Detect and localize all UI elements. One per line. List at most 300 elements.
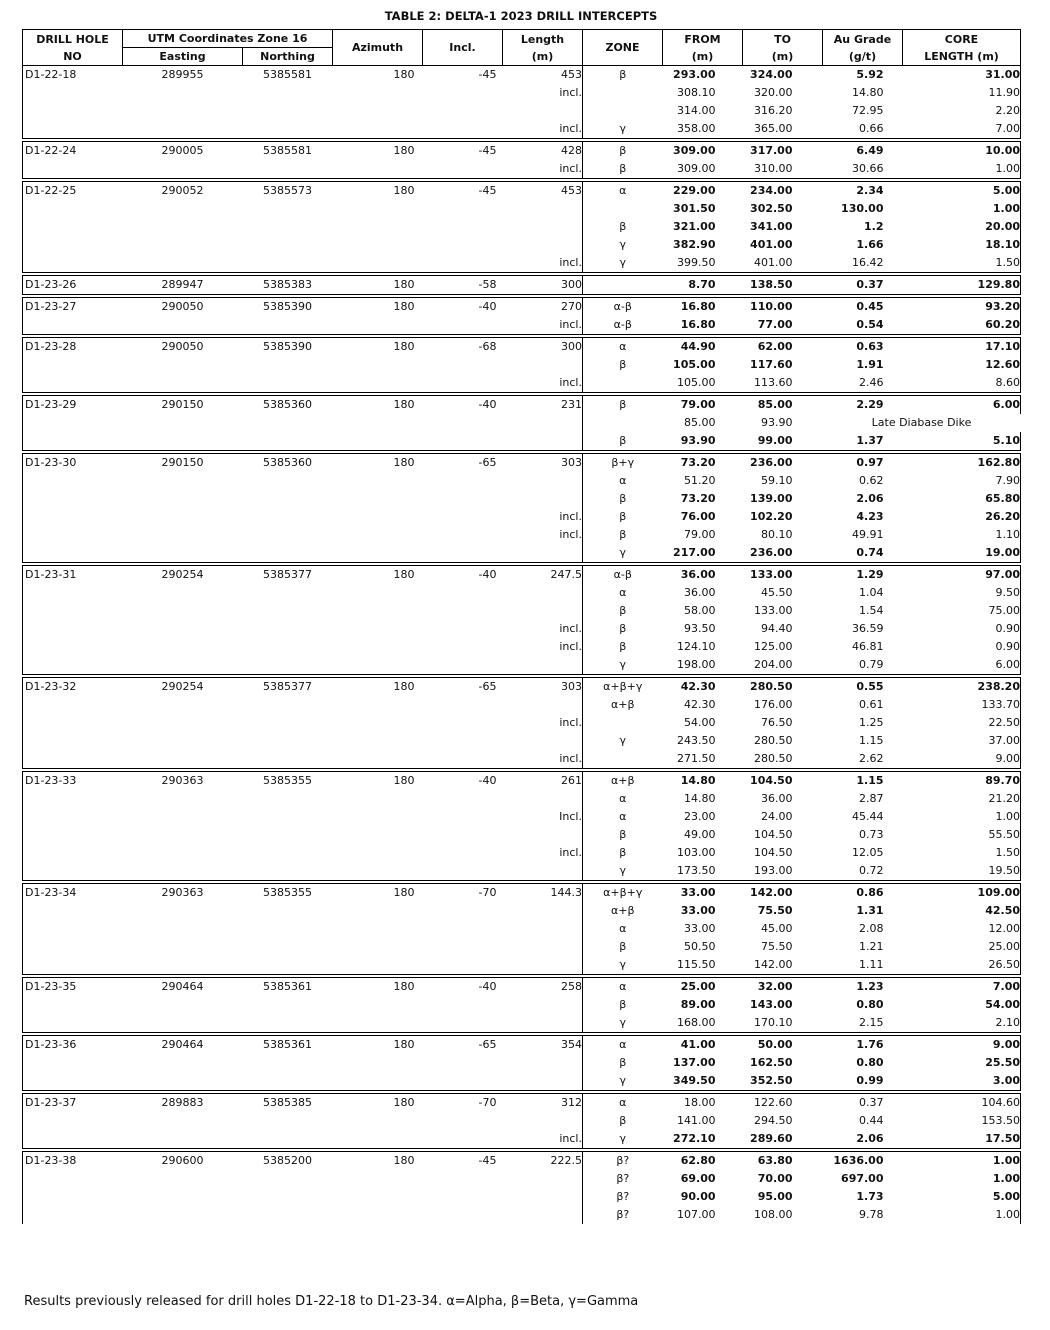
au-grade-cell: 1.37 [856, 434, 884, 447]
drill-hole-cell [23, 620, 123, 638]
table-row [23, 790, 1021, 808]
drill-hole-cell [23, 956, 123, 975]
incl-cell: -40 [478, 980, 497, 993]
to-cell: 36.00 [761, 792, 793, 805]
drill-hole-cell [23, 808, 123, 826]
drill-hole-cell [23, 1054, 123, 1072]
au-grade-cell: 6.49 [856, 144, 884, 157]
northing-cell [243, 1206, 333, 1224]
northing-cell: 5385377 [263, 680, 312, 693]
drill-intercepts-table [22, 29, 1021, 1224]
length-cell [503, 102, 583, 120]
easting-cell [123, 732, 243, 750]
length-cell: 303 [503, 454, 583, 473]
core-length-cell: 9.50 [903, 584, 1021, 602]
azimuth-cell [333, 120, 423, 139]
easting-cell: 290150 [161, 398, 204, 411]
zone-cell: α+β+γ [603, 680, 643, 693]
easting-cell [123, 996, 243, 1014]
core-length-cell: 1.50 [903, 844, 1021, 862]
easting-cell [123, 1014, 243, 1033]
easting-cell [123, 602, 243, 620]
table-row [23, 120, 1021, 139]
core-length-cell: 1.10 [903, 526, 1021, 544]
core-length-cell: 75.00 [903, 602, 1021, 620]
northing-cell [243, 200, 333, 218]
length-cell: incl. [503, 160, 583, 179]
length-cell [503, 826, 583, 844]
length-cell: incl. [503, 374, 583, 393]
au-grade-cell: 1636.00 [833, 1154, 884, 1167]
core-length-cell: 1.00 [903, 160, 1021, 179]
from-cell: 309.00 [677, 162, 716, 175]
au-grade-cell: 0.86 [856, 886, 884, 899]
northing-cell [243, 432, 333, 451]
zone-cell: α [619, 980, 627, 993]
azimuth-cell [333, 414, 423, 432]
zone-cell [583, 84, 663, 102]
au-grade-cell: 5.92 [856, 68, 884, 81]
length-cell: incl. [503, 254, 583, 273]
core-length-cell: 97.00 [903, 566, 1021, 585]
core-length-cell: 1.00 [903, 808, 1021, 826]
drill-hole-cell [23, 638, 123, 656]
northing-cell [243, 584, 333, 602]
zone-cell: β [619, 68, 627, 81]
length-cell: 222.5 [503, 1152, 583, 1171]
drill-hole-cell [23, 1188, 123, 1206]
incl-cell [423, 620, 503, 638]
au-grade-cell: 1.31 [856, 904, 884, 917]
azimuth-cell: 180 [393, 456, 415, 469]
northing-cell [243, 472, 333, 490]
easting-cell [123, 472, 243, 490]
from-cell: 79.00 [680, 398, 716, 411]
core-length-cell: 1.00 [903, 200, 1021, 218]
to-cell: 236.00 [750, 456, 793, 469]
core-length-cell: 7.00 [903, 120, 1021, 139]
zone-cell: α [619, 586, 627, 599]
northing-cell [243, 1112, 333, 1130]
drill-hole-cell: D1-22-25 [23, 182, 123, 201]
core-length-cell: 19.00 [903, 544, 1021, 563]
length-cell [503, 432, 583, 451]
drill-hole-cell: D1-22-24 [23, 142, 123, 161]
table-row [23, 566, 1021, 585]
incl-cell [423, 1112, 503, 1130]
northing-cell [243, 316, 333, 335]
au-grade-cell: 0.55 [856, 680, 884, 693]
drill-hole-cell [23, 1014, 123, 1033]
table-row [23, 696, 1021, 714]
to-cell: 142.00 [754, 958, 793, 971]
incl-cell: -40 [478, 398, 497, 411]
incl-cell: -40 [478, 774, 497, 787]
easting-cell [123, 714, 243, 732]
table-row [23, 638, 1021, 656]
length-cell: incl. [503, 508, 583, 526]
au-grade-cell: 14.80 [852, 86, 884, 99]
drill-hole-cell: D1-23-36 [23, 1036, 123, 1055]
easting-cell [123, 254, 243, 273]
core-length-cell: 129.80 [903, 276, 1021, 295]
zone-cell: β [619, 510, 627, 523]
northing-cell [243, 1014, 333, 1033]
from-cell: 14.80 [684, 792, 716, 805]
northing-cell: 5385573 [263, 184, 312, 197]
from-cell: 124.10 [677, 640, 716, 653]
northing-cell [243, 956, 333, 975]
zone-cell: β [619, 640, 627, 653]
au-grade-cell: 49.91 [852, 528, 884, 541]
au-grade-cell: 0.99 [856, 1074, 884, 1087]
easting-cell [123, 414, 243, 432]
easting-cell [123, 1112, 243, 1130]
length-cell [503, 602, 583, 620]
au-grade-cell: 0.62 [859, 474, 884, 487]
northing-cell [243, 490, 333, 508]
incl-cell: -45 [478, 184, 497, 197]
easting-cell [123, 826, 243, 844]
table-row [23, 276, 1021, 295]
to-cell: 294.50 [754, 1114, 793, 1127]
northing-cell [243, 996, 333, 1014]
incl-cell [423, 862, 503, 881]
table-row [23, 1152, 1021, 1171]
core-length-cell: 89.70 [903, 772, 1021, 791]
drill-hole-cell: D1-23-26 [23, 276, 123, 295]
to-cell: 63.80 [757, 1154, 793, 1167]
to-cell: 76.50 [761, 716, 793, 729]
core-length-cell: 60.20 [903, 316, 1021, 335]
easting-cell [123, 1188, 243, 1206]
table-row [23, 200, 1021, 218]
core-length-cell: 3.00 [903, 1072, 1021, 1091]
from-cell: 33.00 [680, 904, 716, 917]
core-length-cell: 7.00 [903, 978, 1021, 997]
drill-hole-cell [23, 218, 123, 236]
zone-cell [583, 750, 663, 769]
zone-cell: γ [619, 122, 626, 135]
easting-cell [123, 790, 243, 808]
to-cell: 70.00 [757, 1172, 793, 1185]
au-grade-cell: 30.66 [852, 162, 884, 175]
drill-hole-cell [23, 938, 123, 956]
table-row [23, 298, 1021, 317]
incl-cell [423, 638, 503, 656]
length-cell: 300 [503, 338, 583, 357]
length-cell: 428 [503, 142, 583, 161]
incl-cell [423, 200, 503, 218]
to-cell: 341.00 [750, 220, 793, 233]
zone-cell: α [619, 810, 627, 823]
from-cell: 33.00 [684, 922, 716, 935]
easting-cell: 290464 [161, 980, 204, 993]
core-length-cell: 20.00 [903, 218, 1021, 236]
length-cell: incl. [503, 714, 583, 732]
to-cell: 162.50 [750, 1056, 793, 1069]
core-length-cell: 162.80 [903, 454, 1021, 473]
drill-hole-cell [23, 316, 123, 335]
easting-cell [123, 1170, 243, 1188]
length-cell [503, 1206, 583, 1224]
au-grade-cell: 0.54 [856, 318, 884, 331]
au-grade-cell: 0.45 [856, 300, 884, 313]
northing-cell: 5385355 [263, 774, 312, 787]
table-row [23, 656, 1021, 675]
from-cell: 51.20 [684, 474, 716, 487]
azimuth-cell: 180 [393, 68, 415, 81]
zone-cell: γ [619, 256, 626, 269]
azimuth-cell [333, 920, 423, 938]
core-length-cell: 25.50 [903, 1054, 1021, 1072]
drill-hole-cell: D1-23-38 [23, 1152, 123, 1171]
incl-cell [423, 102, 503, 120]
au-grade-cell: 2.15 [859, 1016, 884, 1029]
table-row [23, 472, 1021, 490]
to-cell: 32.00 [757, 980, 793, 993]
to-cell: 133.00 [754, 604, 793, 617]
length-cell: 247.5 [503, 566, 583, 585]
length-cell [503, 1112, 583, 1130]
drill-hole-cell [23, 1072, 123, 1091]
drill-hole-cell [23, 1206, 123, 1224]
length-cell [503, 920, 583, 938]
zone-cell [583, 276, 663, 295]
core-length-cell: 5.10 [903, 432, 1021, 451]
table-row [23, 920, 1021, 938]
core-length-cell: 55.50 [903, 826, 1021, 844]
length-cell: 231 [503, 396, 583, 415]
table-row [23, 862, 1021, 881]
from-cell: 41.00 [680, 1038, 716, 1051]
table-row [23, 956, 1021, 975]
northing-cell: 5385581 [263, 68, 312, 81]
header-zone: ZONE [583, 30, 663, 66]
zone-cell: γ [619, 1016, 626, 1029]
header-azimuth: Azimuth [333, 30, 423, 66]
core-length-cell: 9.00 [903, 750, 1021, 769]
northing-cell [243, 844, 333, 862]
zone-cell: γ [619, 734, 626, 747]
drill-hole-cell [23, 996, 123, 1014]
azimuth-cell: 180 [393, 340, 415, 353]
incl-cell [423, 938, 503, 956]
to-cell: 62.00 [757, 340, 793, 353]
azimuth-cell [333, 844, 423, 862]
northing-cell [243, 1072, 333, 1091]
au-grade-cell: 1.23 [856, 980, 884, 993]
northing-cell [243, 696, 333, 714]
from-cell: 137.00 [673, 1056, 716, 1069]
au-grade-cell: 130.00 [841, 202, 884, 215]
easting-cell [123, 218, 243, 236]
to-cell: 94.40 [761, 622, 793, 635]
azimuth-cell [333, 1188, 423, 1206]
table-row [23, 338, 1021, 357]
azimuth-cell [333, 1206, 423, 1224]
core-length-cell: 133.70 [903, 696, 1021, 714]
azimuth-cell [333, 218, 423, 236]
table-row [23, 884, 1021, 903]
azimuth-cell [333, 808, 423, 826]
azimuth-cell [333, 84, 423, 102]
core-length-cell: 1.00 [903, 1206, 1021, 1224]
zone-cell: α+β [611, 904, 635, 917]
au-grade-cell: 0.72 [859, 864, 884, 877]
to-cell: 75.50 [761, 940, 793, 953]
length-cell [503, 1054, 583, 1072]
zone-cell: β [619, 492, 627, 505]
to-cell: 104.50 [750, 774, 793, 787]
easting-cell: 290052 [161, 184, 204, 197]
drill-hole-cell [23, 862, 123, 881]
table-row [23, 1170, 1021, 1188]
azimuth-cell [333, 938, 423, 956]
from-cell: 79.00 [684, 528, 716, 541]
from-cell: 58.00 [684, 604, 716, 617]
drill-hole-cell [23, 826, 123, 844]
au-grade-cell: 2.62 [859, 752, 884, 765]
from-cell: 217.00 [673, 546, 716, 559]
core-length-cell: 21.20 [903, 790, 1021, 808]
incl-cell [423, 996, 503, 1014]
easting-cell [123, 490, 243, 508]
from-cell: 14.80 [680, 774, 716, 787]
azimuth-cell [333, 696, 423, 714]
easting-cell [123, 1206, 243, 1224]
to-cell: 401.00 [754, 256, 793, 269]
length-cell: incl. [503, 844, 583, 862]
zone-cell: β [619, 434, 627, 447]
drill-hole-cell [23, 84, 123, 102]
incl-cell [423, 920, 503, 938]
to-cell: 59.10 [761, 474, 793, 487]
to-cell: 104.50 [754, 828, 793, 841]
azimuth-cell [333, 638, 423, 656]
northing-cell [243, 826, 333, 844]
to-cell: 236.00 [750, 546, 793, 559]
table-row [23, 142, 1021, 161]
au-grade-cell: 0.66 [859, 122, 884, 135]
core-length-cell: 7.90 [903, 472, 1021, 490]
table-row [23, 432, 1021, 451]
length-cell: 258 [503, 978, 583, 997]
length-cell: 270 [503, 298, 583, 317]
drill-hole-cell [23, 544, 123, 563]
table-row [23, 978, 1021, 997]
northing-cell [243, 374, 333, 393]
northing-cell [243, 254, 333, 273]
northing-cell [243, 1170, 333, 1188]
length-cell: 300 [503, 276, 583, 295]
length-cell: incl. [503, 526, 583, 544]
au-grade-cell: 2.29 [856, 398, 884, 411]
azimuth-cell [333, 750, 423, 769]
to-cell: 77.00 [757, 318, 793, 331]
northing-cell [243, 732, 333, 750]
incl-cell: -70 [478, 886, 497, 899]
easting-cell: 290254 [161, 680, 204, 693]
to-cell: 110.00 [750, 300, 793, 313]
from-cell: 73.20 [680, 492, 716, 505]
northing-cell [243, 1054, 333, 1072]
incl-cell [423, 120, 503, 139]
length-cell [503, 1170, 583, 1188]
easting-cell [123, 544, 243, 563]
zone-cell: β [619, 846, 627, 859]
table-row [23, 1094, 1021, 1113]
azimuth-cell [333, 862, 423, 881]
zone-cell: α+β+γ [603, 886, 643, 899]
drill-hole-cell [23, 920, 123, 938]
drill-hole-cell [23, 1112, 123, 1130]
note-cell: Late Diabase Dike [871, 416, 972, 429]
zone-cell: β [619, 828, 627, 841]
from-cell: 105.00 [673, 358, 716, 371]
azimuth-cell [333, 1112, 423, 1130]
from-cell: 229.00 [673, 184, 716, 197]
zone-cell: α-β [613, 568, 632, 581]
easting-cell [123, 696, 243, 714]
incl-cell [423, 656, 503, 675]
incl-cell [423, 1072, 503, 1091]
northing-cell [243, 862, 333, 881]
drill-hole-cell [23, 1130, 123, 1149]
incl-cell: -65 [478, 456, 497, 469]
table-row [23, 316, 1021, 335]
to-cell: 45.00 [761, 922, 793, 935]
zone-cell: β [619, 998, 627, 1011]
to-cell: 280.50 [750, 680, 793, 693]
from-cell: 85.00 [684, 416, 716, 429]
au-grade-cell: 1.11 [859, 958, 884, 971]
easting-cell [123, 902, 243, 920]
zone-cell [583, 414, 663, 432]
to-cell: 365.00 [754, 122, 793, 135]
au-grade-cell: 1.15 [859, 734, 884, 747]
table-body [23, 66, 1021, 1225]
core-length-cell: 6.00 [903, 396, 1021, 415]
easting-cell [123, 200, 243, 218]
incl-cell [423, 254, 503, 273]
zone-cell [583, 374, 663, 393]
au-grade-cell: 697.00 [841, 1172, 884, 1185]
header-drill-hole: DRILL HOLE NO [23, 30, 123, 66]
drill-hole-cell: D1-23-27 [23, 298, 123, 317]
header-to: TO (m) [743, 30, 823, 66]
drill-hole-cell [23, 714, 123, 732]
zone-cell: β? [616, 1154, 630, 1167]
au-grade-cell: 0.37 [859, 1096, 884, 1109]
from-cell: 293.00 [673, 68, 716, 81]
azimuth-cell [333, 1014, 423, 1033]
table-row [23, 902, 1021, 920]
easting-cell: 290464 [161, 1038, 204, 1051]
length-cell: 312 [503, 1094, 583, 1113]
northing-cell: 5385383 [263, 278, 312, 291]
azimuth-cell [333, 602, 423, 620]
drill-hole-cell [23, 200, 123, 218]
zone-cell: β [619, 940, 627, 953]
au-grade-cell: 2.06 [856, 492, 884, 505]
au-grade-cell: 0.37 [856, 278, 884, 291]
azimuth-cell: 180 [393, 680, 415, 693]
from-cell: 33.00 [680, 886, 716, 899]
drill-hole-cell [23, 732, 123, 750]
from-cell: 69.00 [680, 1172, 716, 1185]
au-grade-cell: 0.97 [856, 456, 884, 469]
